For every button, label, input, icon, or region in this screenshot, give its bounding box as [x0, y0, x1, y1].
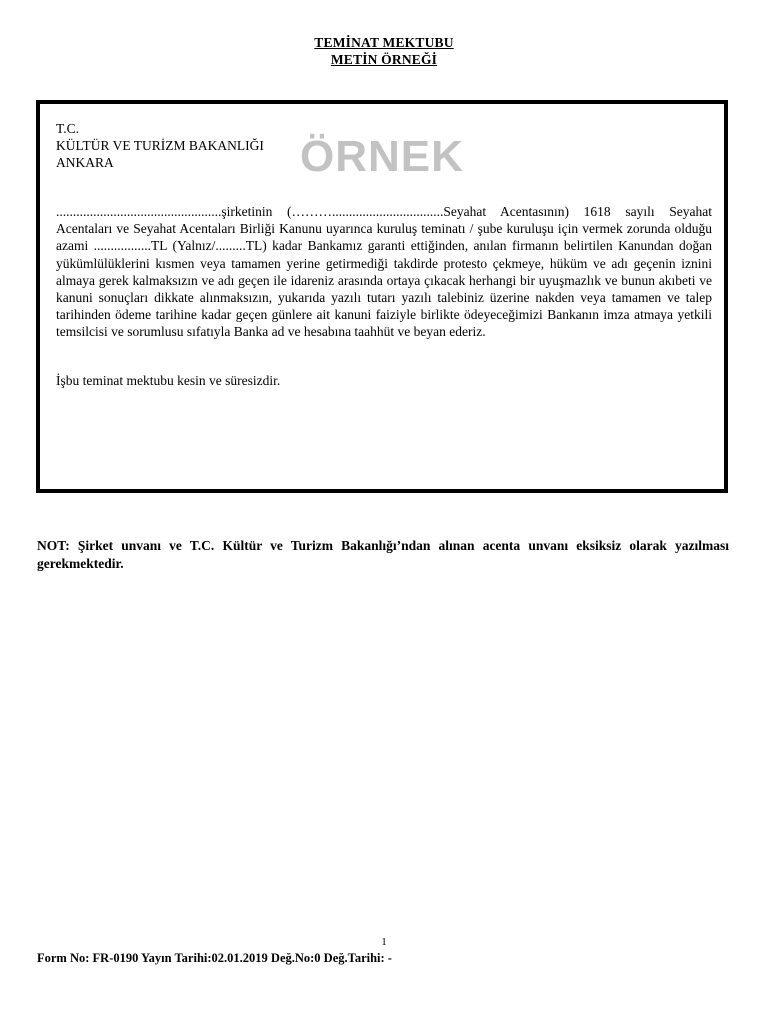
sample-watermark: ÖRNEK	[300, 132, 464, 181]
addressee-block	[56, 120, 264, 171]
letter-body-paragraph: .................................................şirketinin (……….................................Seyahat Acentasının) 1618 sayılı Seyahat Acentaları ve Seyahat Acentaları Birliği Kanunu uyarınca kuruluş teminatı / şube kuruluşu için vermek zorunda olduğu azami .................TL (Yalnız/.........TL) kadar Bankamız garanti ettiğinden, anılan firmanın belirtilen Kanundan doğan yükümlülüklerini kısmen veya tamamen yerine getirmediği takdirde protesto çekmeye, hüküm ve adı geçenin iznini almaya gerek kalmaksızın ve adı geçen ile idareniz arasında ortaya çıkacak herhangi bir uyuşmazlık ve bunun akıbeti ve kanuni sonuçları dikkate alınmaksızın, yukarıda yazılı tutarı yazılı talebiniz üzerine nakden veya tamamen ve talep tarihinden ödeme tarihine kadar geçen günlere ait kanuni faiziyle birlikte ödeyeceğimizi Bankanın imza atmaya yetkili temsilcisi ve sorumlusu sıfatıyla Banka ad ve hesabına taahhüt ve beyan ederiz.	[56, 204, 712, 340]
title-line-1: TEMİNAT MEKTUBU	[314, 35, 454, 50]
closing-sentence: İşbu teminat mektubu kesin ve süresizdir.	[56, 373, 281, 388]
document-title	[0, 34, 768, 68]
form-footer: Form No: FR-0190 Yayın Tarihi:02.01.2019 Değ.No:0 Değ.Tarihi: -	[37, 951, 392, 965]
note-paragraph: NOT: Şirket unvanı ve T.C. Kültür ve Turizm Bakanlığı’ndan alınan acenta unvanı eksiksiz olarak yazılması gerekmektedir.	[37, 538, 729, 571]
addressee-line-2: KÜLTÜR VE TURİZM BAKANLIĞI	[56, 138, 264, 153]
addressee-line-1: T.C.	[56, 121, 79, 136]
addressee-line-3: ANKARA	[56, 155, 114, 170]
page-number: 1	[381, 936, 387, 948]
title-line-2: METİN ÖRNEĞİ	[330, 52, 438, 67]
letter-frame	[36, 100, 728, 493]
